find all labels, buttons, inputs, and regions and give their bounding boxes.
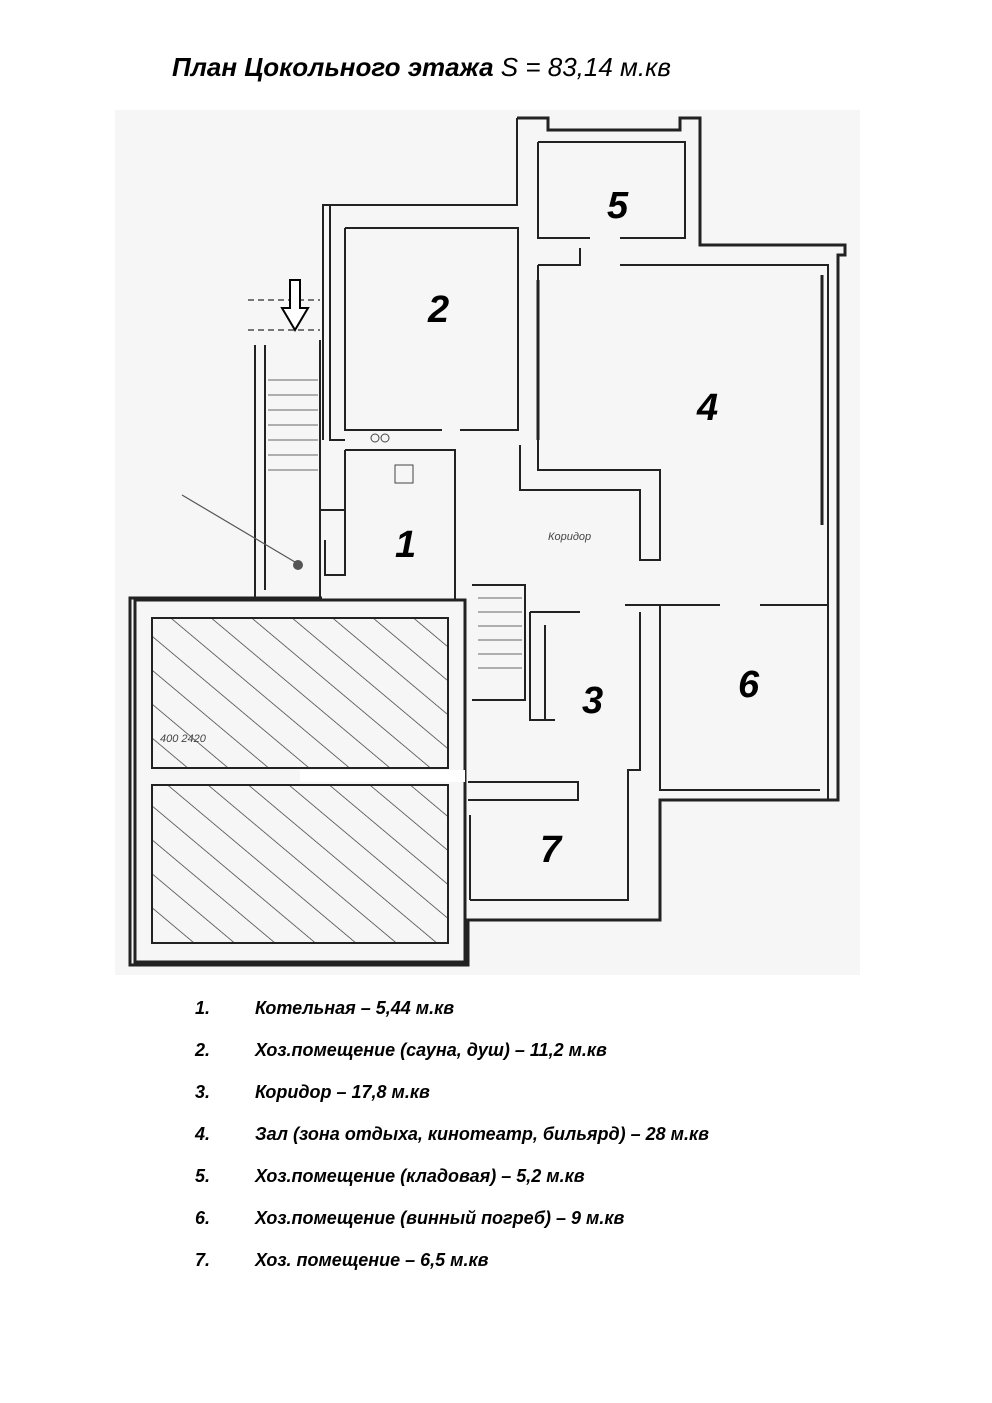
legend-num: 1. (195, 998, 211, 1018)
room-number-5: 5 (607, 185, 629, 227)
room-number-4: 4 (697, 387, 719, 429)
dimension-label: 400 2420 (160, 733, 206, 745)
legend-text: Котельная – 5,44 м.кв (255, 998, 455, 1018)
legend-item (195, 1124, 895, 1166)
room-number-3: 3 (582, 680, 604, 722)
legend-text: Хоз. помещение – 6,5 м.кв (255, 1250, 489, 1270)
legend-item (195, 1208, 895, 1250)
legend-num: 6. (195, 1208, 211, 1228)
pipe-fixture (293, 560, 303, 570)
hatched-room-upper (152, 618, 448, 768)
hatched-room-lower (152, 785, 448, 943)
legend-text: Хоз.помещение (винный погреб) – 9 м.кв (255, 1208, 625, 1228)
legend-text: Хоз.помещение (сауна, душ) – 11,2 м.кв (255, 1040, 607, 1060)
legend-item (195, 1250, 895, 1292)
room-number-6: 6 (738, 664, 760, 706)
legend-item (195, 1082, 895, 1124)
legend-item (195, 1040, 895, 1082)
legend-num: 2. (195, 1040, 211, 1060)
room-number-7: 7 (540, 829, 562, 871)
legend-num: 5. (195, 1166, 211, 1186)
room-legend (195, 998, 895, 1292)
corridor-label: Коридор (548, 531, 592, 543)
legend-text: Коридор – 17,8 м.кв (255, 1082, 430, 1102)
legend-item (195, 998, 895, 1040)
room-number-1: 1 (395, 524, 417, 566)
legend-text: Зал (зона отдыха, кинотеатр, бильярд) – 28 м.кв (255, 1124, 709, 1144)
legend-num: 4. (195, 1124, 211, 1144)
legend-item (195, 1166, 895, 1208)
room-number-2: 2 (428, 289, 450, 331)
legend-num: 3. (195, 1082, 211, 1102)
legend-num: 7. (195, 1250, 211, 1270)
title-main: План Цокольного этажа (172, 52, 494, 82)
legend-text: Хоз.помещение (кладовая) – 5,2 м.кв (255, 1166, 585, 1186)
title-area: S = 83,14 м.кв (500, 52, 671, 82)
